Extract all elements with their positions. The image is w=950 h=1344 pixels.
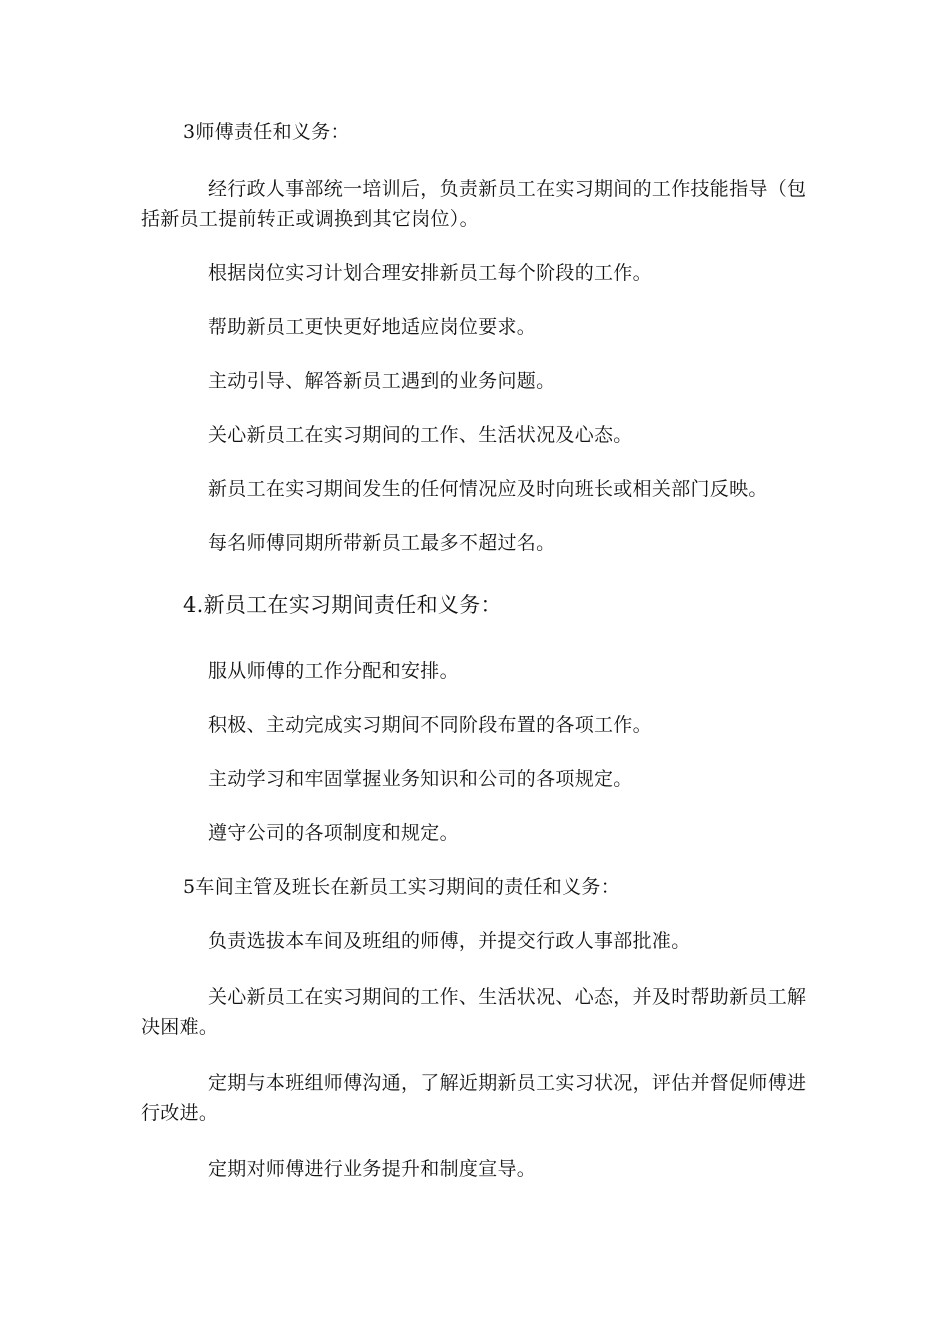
paragraph-line: 定期与本班组师傅沟通，了解近期新员工实习状况，评估并督促师傅进 [208,1072,807,1094]
paragraph-line: 主动引导、解答新员工遇到的业务问题。 [208,370,556,392]
paragraph-line: 每名师傅同期所带新员工最多不超过名。 [208,532,556,554]
paragraph-line: 积极、主动完成实习期间不同阶段布置的各项工作。 [208,714,652,736]
paragraph-line: 经行政人事部统一培训后，负责新员工在实习期间的工作技能指导（包 [208,178,807,200]
paragraph-line: 关心新员工在实习期间的工作、生活状况、心态，并及时帮助新员工解 [208,986,807,1008]
section-heading-5: 5车间主管及班长在新员工实习期间的责任和义务： [183,876,620,898]
paragraph-continuation: 决困难。 [141,1016,219,1038]
paragraph-line: 关心新员工在实习期间的工作、生活状况及心态。 [208,424,633,446]
section-heading-4: 4.新员工在实习期间责任和义务： [183,593,502,617]
paragraph-line: 定期对师傅进行业务提升和制度宣导。 [208,1158,537,1180]
paragraph-continuation: 括新员工提前转正或调换到其它岗位）。 [141,208,479,230]
paragraph-continuation: 行改进。 [141,1102,219,1124]
paragraph-line: 新员工在实习期间发生的任何情况应及时向班长或相关部门反映。 [208,478,768,500]
paragraph-line: 负责选拔本车间及班组的师傅，并提交行政人事部批准。 [208,930,691,952]
paragraph-line: 根据岗位实习计划合理安排新员工每个阶段的工作。 [208,262,652,284]
section-heading-3: 3师傅责任和义务： [183,121,350,143]
paragraph-line: 主动学习和牢固掌握业务知识和公司的各项规定。 [208,768,633,790]
paragraph-line: 帮助新员工更快更好地适应岗位要求。 [208,316,537,338]
paragraph-line: 遵守公司的各项制度和规定。 [208,822,459,844]
paragraph-line: 服从师傅的工作分配和安排。 [208,660,459,682]
